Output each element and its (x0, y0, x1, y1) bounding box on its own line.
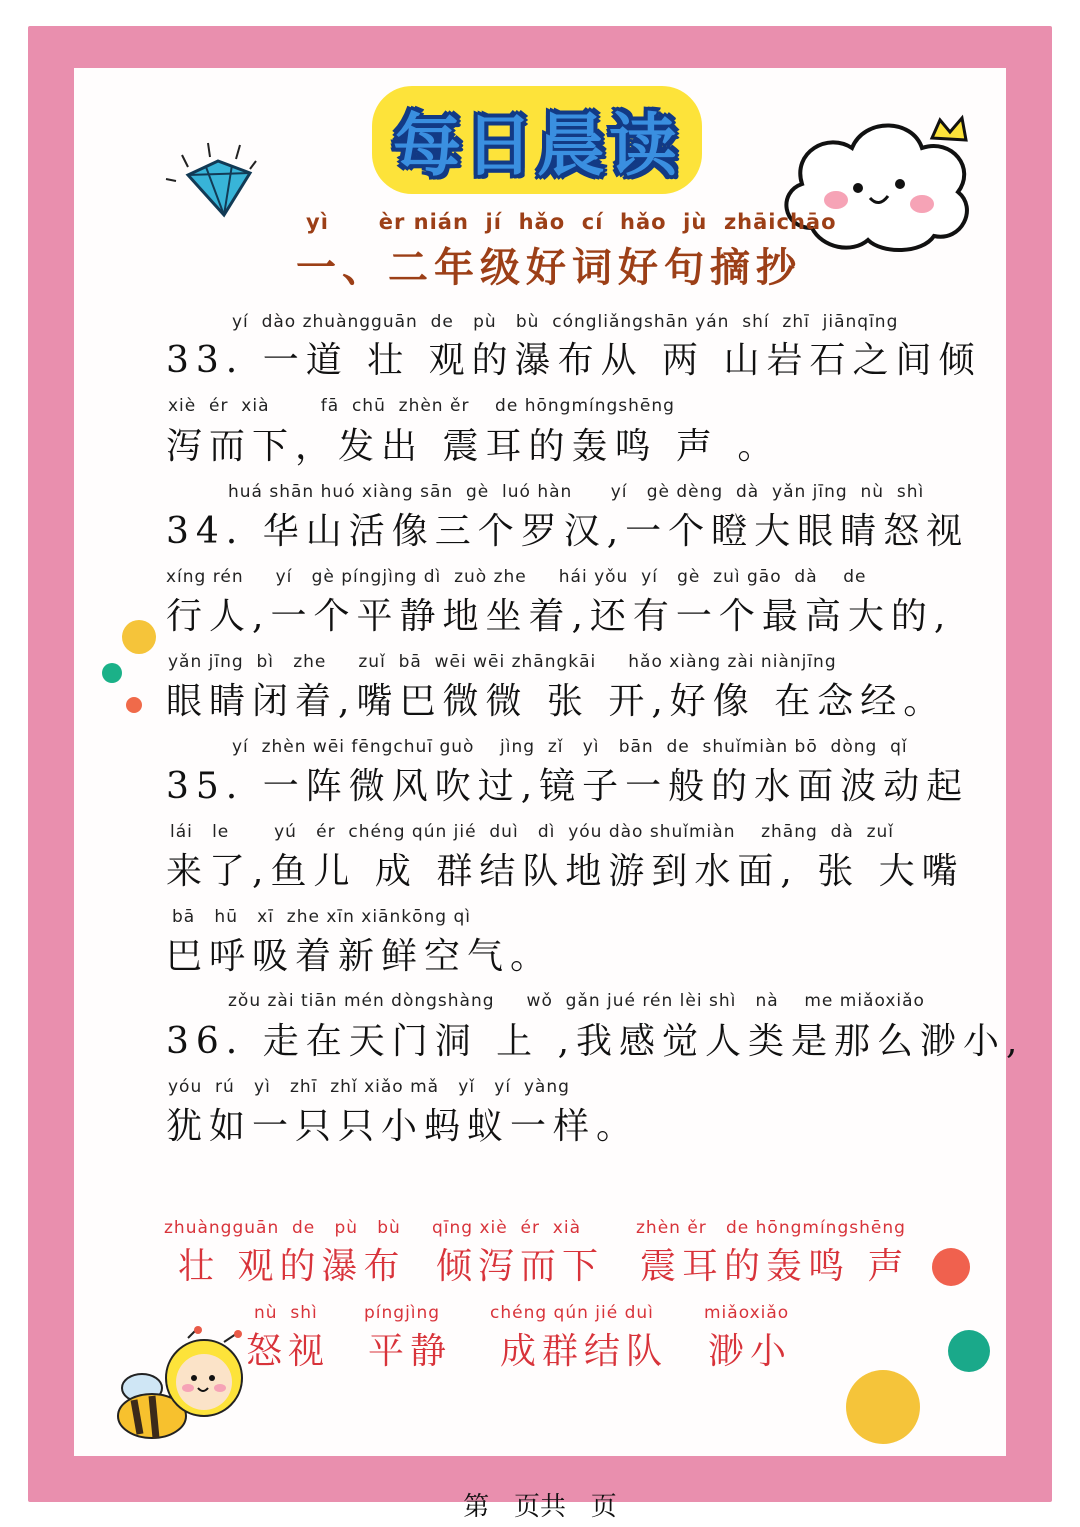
line-pinyin: xiè ér xià fā chū zhèn ěr de hōngmíngshēng (168, 396, 675, 416)
vocab-pinyin: miǎoxiǎo (704, 1303, 790, 1323)
line-text: 来了,鱼儿 成 群结队地游到水面, 张 大嘴 (166, 851, 965, 892)
line-text: 行人,一个平静地坐着,还有一个最高大的, (166, 596, 953, 637)
vocab-pinyin: zhèn ěr de hōngmíngshēng (636, 1218, 906, 1238)
line-text: 眼睛闭着,嘴巴微微 张 开,好像 在念经。 (166, 681, 947, 722)
vocab-word: 怒视 (246, 1331, 331, 1372)
yellow-dot-decoration (122, 620, 156, 654)
vocab-pinyin: nù shì (254, 1303, 318, 1323)
line-text: 36. 走在天门洞 上 ,我感觉人类是那么渺小, (166, 1021, 1025, 1062)
line-text: 34. 华山活像三个罗汉,一个瞪大眼睛怒视 (166, 511, 970, 552)
bee-icon (112, 1326, 252, 1444)
title-banner (372, 86, 702, 194)
line-pinyin: yóu rú yì zhī zhǐ xiǎo mǎ yǐ yí yàng (168, 1077, 570, 1097)
line-pinyin: bā hū xī zhe xīn xiānkōng qì (172, 907, 471, 927)
line-pinyin: xíng rén yí gè píngjìng dì zuò zhe hái yǒu yí gè zuì gāo dà de (166, 567, 867, 587)
line-pinyin: huá shān huó xiàng sān gè luó hàn yí gè dèng dà yǎn jīng nù shì (228, 482, 925, 502)
vocab-word: 倾泻而下 (436, 1246, 605, 1287)
page-title: 每日晨读 (392, 106, 681, 186)
yellow-dot-decoration (846, 1370, 920, 1444)
green-dot-decoration (948, 1330, 990, 1372)
red-dot-decoration (932, 1248, 970, 1286)
orange-dot-decoration (126, 697, 142, 713)
vocab-pinyin: qīng xiè ér xià (432, 1218, 581, 1238)
vocab-pinyin: chéng qún jié duì (490, 1303, 654, 1323)
heading-pinyin: yì èr nián jí hǎo cí hǎo jù zhāichāo (306, 210, 837, 234)
line-pinyin: yí zhèn wēi fēngchuī guò jìng zǐ yì bān de shuǐmiàn bō dòng qǐ (232, 737, 908, 757)
vocab-word: 平静 (368, 1331, 453, 1372)
line-pinyin: lái le yú ér chéng qún jié duì dì yóu dào shuǐmiàn zhāng dà zuǐ (170, 822, 895, 842)
vocab-pinyin: zhuàngguān de pù bù (164, 1218, 401, 1238)
vocab-word: 壮 观的瀑布 (178, 1246, 406, 1287)
vocab-word: 成群结队 (500, 1331, 669, 1372)
line-pinyin: zǒu zài tiān mén dòngshàng wǒ gǎn jué rén lèi shì nà me miǎoxiǎo (228, 991, 925, 1011)
page-footer: 第 页共 页 (463, 1492, 617, 1522)
diamond-icon (160, 135, 270, 225)
cloud-face-icon (772, 108, 982, 258)
line-text: 泻而下，发出 震耳的轰鸣 声 。 (166, 426, 781, 467)
green-dot-decoration (102, 663, 122, 683)
heading-text: 一、二年级好词好句摘抄 (296, 244, 802, 291)
line-text: 犹如一只只小蚂蚁一样。 (166, 1106, 640, 1147)
line-text: 33. 一道 壮 观的瀑布从 两 山岩石之间倾 (166, 340, 982, 381)
vocab-word: 渺小 (708, 1331, 793, 1372)
vocab-pinyin: píngjìng (364, 1303, 441, 1323)
vocab-word: 震耳的轰鸣 声 (640, 1246, 910, 1287)
line-pinyin: yǎn jīng bì zhe zuǐ bā wēi wēi zhāngkāi hǎo xiàng zài niànjīng (168, 652, 837, 672)
line-text: 35. 一阵微风吹过,镜子一般的水面波动起 (166, 766, 970, 807)
line-pinyin: yí dào zhuàngguān de pù bù cóngliǎngshān yán shí zhī jiānqīng (232, 312, 899, 332)
line-text: 巴呼吸着新鲜空气。 (166, 936, 554, 977)
